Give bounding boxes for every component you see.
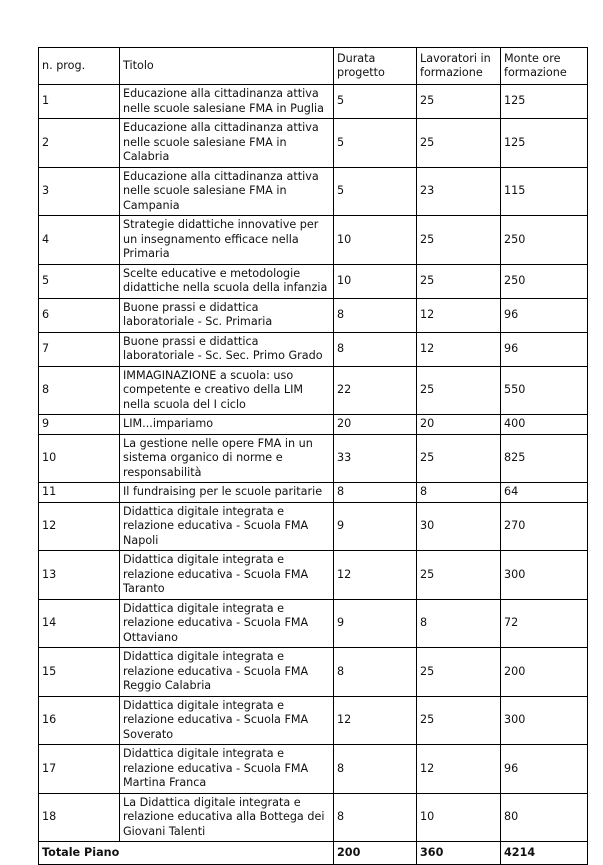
cell-titolo: Didattica digitale integrata e relazione educativa - Scuola FMA Reggio Calabria <box>120 648 334 697</box>
header-lavoratori: Lavoratori in formazione <box>417 48 501 85</box>
cell-titolo: Strategie didattiche innovative per un insegnamento efficace nella Primaria <box>120 216 334 265</box>
totals-label: Totale Piano <box>39 842 334 865</box>
cell-durata: 33 <box>334 434 417 483</box>
cell-durata: 5 <box>334 119 417 168</box>
cell-monte-ore: 64 <box>501 483 588 503</box>
cell-titolo: Didattica digitale integrata e relazione educativa - Scuola FMA Soverato <box>120 696 334 745</box>
cell-monte-ore: 80 <box>501 793 588 842</box>
cell-titolo: Educazione alla cittadinanza attiva nelle scuole salesiane FMA in Campania <box>120 167 334 216</box>
training-plan-table <box>38 47 588 865</box>
table-row <box>39 434 588 483</box>
cell-lavoratori: 10 <box>417 793 501 842</box>
cell-n-prog: 17 <box>39 745 120 794</box>
cell-titolo: Educazione alla cittadinanza attiva nelle scuole salesiane FMA in Calabria <box>120 119 334 168</box>
cell-lavoratori: 25 <box>417 366 501 415</box>
cell-lavoratori: 8 <box>417 599 501 648</box>
cell-n-prog: 13 <box>39 551 120 600</box>
header-n-prog: n. prog. <box>39 48 120 85</box>
cell-monte-ore: 550 <box>501 366 588 415</box>
cell-durata: 8 <box>334 648 417 697</box>
table-row <box>39 648 588 697</box>
table-row <box>39 696 588 745</box>
table-row <box>39 745 588 794</box>
cell-lavoratori: 25 <box>417 551 501 600</box>
cell-titolo: Didattica digitale integrata e relazione educativa - Scuola FMA Napoli <box>120 502 334 551</box>
cell-durata: 9 <box>334 599 417 648</box>
header-monte-ore: Monte ore formazione <box>501 48 588 85</box>
cell-durata: 12 <box>334 696 417 745</box>
cell-monte-ore: 96 <box>501 332 588 366</box>
cell-titolo: Didattica digitale integrata e relazione educativa - Scuola FMA Taranto <box>120 551 334 600</box>
cell-lavoratori: 25 <box>417 85 501 119</box>
cell-n-prog: 12 <box>39 502 120 551</box>
cell-durata: 20 <box>334 415 417 435</box>
totals-row <box>39 842 588 865</box>
cell-lavoratori: 20 <box>417 415 501 435</box>
cell-monte-ore: 400 <box>501 415 588 435</box>
cell-monte-ore: 200 <box>501 648 588 697</box>
totals-durata: 200 <box>334 842 417 865</box>
cell-n-prog: 16 <box>39 696 120 745</box>
cell-titolo: LIM...impariamo <box>120 415 334 435</box>
table-row <box>39 216 588 265</box>
table-row <box>39 264 588 298</box>
cell-titolo: La Didattica digitale integrata e relazione educativa alla Bottega dei Giovani Talenti <box>120 793 334 842</box>
table-header-row <box>39 48 588 85</box>
cell-n-prog: 18 <box>39 793 120 842</box>
cell-durata: 8 <box>334 483 417 503</box>
cell-durata: 10 <box>334 216 417 265</box>
cell-durata: 8 <box>334 745 417 794</box>
cell-n-prog: 10 <box>39 434 120 483</box>
cell-monte-ore: 300 <box>501 696 588 745</box>
cell-lavoratori: 23 <box>417 167 501 216</box>
cell-lavoratori: 25 <box>417 648 501 697</box>
cell-monte-ore: 250 <box>501 264 588 298</box>
cell-monte-ore: 96 <box>501 745 588 794</box>
cell-monte-ore: 825 <box>501 434 588 483</box>
cell-durata: 5 <box>334 85 417 119</box>
table-row <box>39 793 588 842</box>
cell-titolo: La gestione nelle opere FMA in un sistema organico di norme e responsabilità <box>120 434 334 483</box>
table-row <box>39 167 588 216</box>
cell-titolo: Il fundraising per le scuole paritarie <box>120 483 334 503</box>
table-row <box>39 298 588 332</box>
cell-n-prog: 6 <box>39 298 120 332</box>
cell-titolo: Educazione alla cittadinanza attiva nelle scuole salesiane FMA in Puglia <box>120 85 334 119</box>
cell-lavoratori: 12 <box>417 332 501 366</box>
table-row <box>39 599 588 648</box>
cell-n-prog: 7 <box>39 332 120 366</box>
cell-durata: 9 <box>334 502 417 551</box>
cell-titolo: Buone prassi e didattica laboratoriale - Sc. Primaria <box>120 298 334 332</box>
cell-durata: 5 <box>334 167 417 216</box>
header-durata: Durata progetto <box>334 48 417 85</box>
cell-lavoratori: 12 <box>417 745 501 794</box>
cell-n-prog: 3 <box>39 167 120 216</box>
cell-durata: 12 <box>334 551 417 600</box>
cell-titolo: Didattica digitale integrata e relazione educativa - Scuola FMA Ottaviano <box>120 599 334 648</box>
cell-lavoratori: 8 <box>417 483 501 503</box>
cell-monte-ore: 250 <box>501 216 588 265</box>
cell-durata: 8 <box>334 332 417 366</box>
cell-titolo: Scelte educative e metodologie didattiche nella scuola della infanzia <box>120 264 334 298</box>
cell-lavoratori: 25 <box>417 434 501 483</box>
cell-monte-ore: 300 <box>501 551 588 600</box>
cell-durata: 8 <box>334 793 417 842</box>
table-row <box>39 415 588 435</box>
cell-lavoratori: 30 <box>417 502 501 551</box>
cell-monte-ore: 96 <box>501 298 588 332</box>
table-row <box>39 502 588 551</box>
table-body <box>39 85 588 842</box>
table-row <box>39 366 588 415</box>
cell-n-prog: 5 <box>39 264 120 298</box>
cell-lavoratori: 25 <box>417 696 501 745</box>
cell-durata: 10 <box>334 264 417 298</box>
cell-durata: 8 <box>334 298 417 332</box>
header-titolo: Titolo <box>120 48 334 85</box>
cell-n-prog: 14 <box>39 599 120 648</box>
cell-n-prog: 15 <box>39 648 120 697</box>
cell-lavoratori: 12 <box>417 298 501 332</box>
cell-lavoratori: 25 <box>417 216 501 265</box>
totals-monte-ore: 4214 <box>501 842 588 865</box>
cell-lavoratori: 25 <box>417 264 501 298</box>
cell-monte-ore: 270 <box>501 502 588 551</box>
table-row <box>39 551 588 600</box>
cell-titolo: IMMAGINAZIONE a scuola: uso competente e creativo della LIM nella scuola del I ciclo <box>120 366 334 415</box>
cell-n-prog: 8 <box>39 366 120 415</box>
cell-durata: 22 <box>334 366 417 415</box>
cell-titolo: Buone prassi e didattica laboratoriale - Sc. Sec. Primo Grado <box>120 332 334 366</box>
cell-n-prog: 11 <box>39 483 120 503</box>
table-row <box>39 85 588 119</box>
table-row <box>39 332 588 366</box>
cell-monte-ore: 125 <box>501 85 588 119</box>
cell-monte-ore: 72 <box>501 599 588 648</box>
cell-monte-ore: 125 <box>501 119 588 168</box>
cell-lavoratori: 25 <box>417 119 501 168</box>
cell-n-prog: 1 <box>39 85 120 119</box>
cell-n-prog: 9 <box>39 415 120 435</box>
table-row <box>39 483 588 503</box>
cell-monte-ore: 115 <box>501 167 588 216</box>
cell-n-prog: 4 <box>39 216 120 265</box>
totals-lavoratori: 360 <box>417 842 501 865</box>
table-row <box>39 119 588 168</box>
cell-n-prog: 2 <box>39 119 120 168</box>
cell-titolo: Didattica digitale integrata e relazione educativa - Scuola FMA Martina Franca <box>120 745 334 794</box>
